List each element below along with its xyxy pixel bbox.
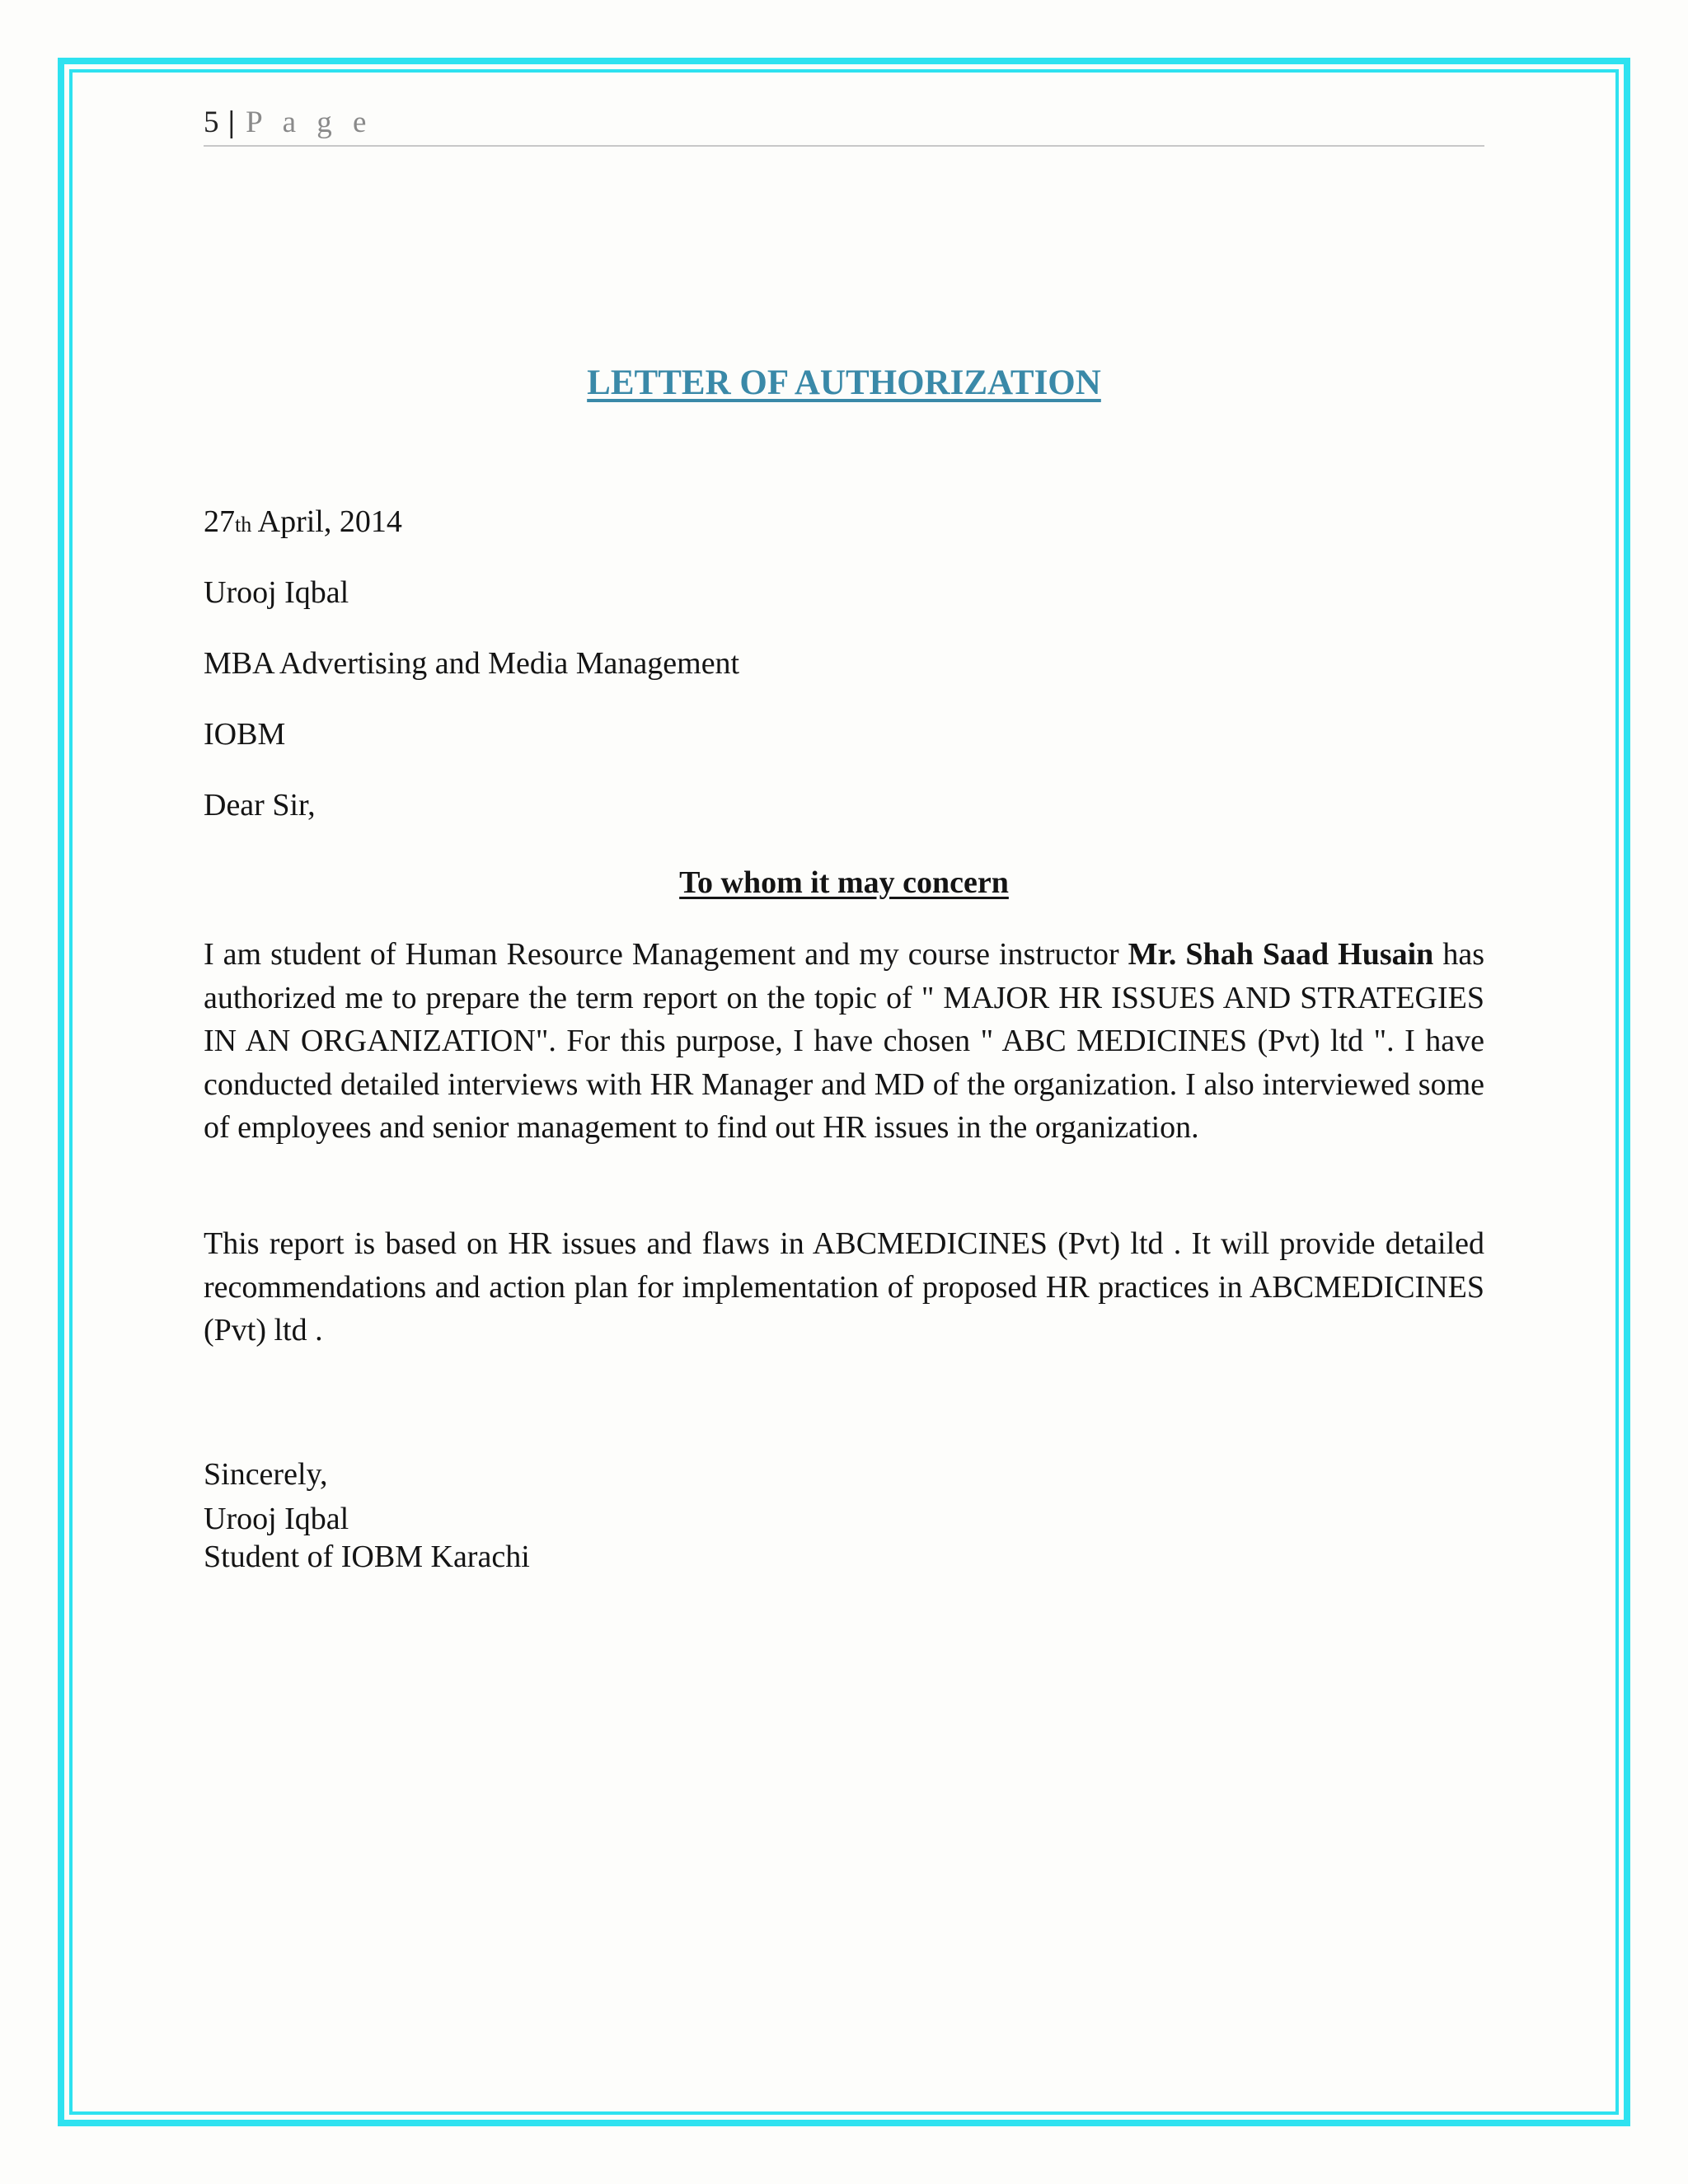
sender-name: Urooj Iqbal bbox=[204, 575, 349, 610]
date-day: 27 bbox=[204, 504, 235, 539]
paragraph-1-intro: I am student of Human Resource Management and my course instructor bbox=[204, 937, 1128, 972]
letter-date bbox=[204, 501, 402, 546]
letter-title: LETTER OF AUTHORIZATION bbox=[587, 363, 1101, 402]
subject-line: To whom it may concern bbox=[679, 865, 1009, 900]
page-number: 5 bbox=[204, 105, 219, 139]
page-separator: | bbox=[227, 105, 235, 139]
signer-name: Urooj Iqbal bbox=[204, 1502, 349, 1536]
paragraph-2: This report is based on HR issues and flaws in ABCMEDICINES (Pvt) ltd . It will provide detailed recommendations and action plan for implementation of proposed HR practices in ABCMEDICINES (Pvt) ltd . bbox=[204, 1226, 1484, 1347]
date-suffix: th bbox=[235, 513, 252, 537]
signer-role: Student of IOBM Karachi bbox=[204, 1540, 530, 1574]
instructor-name: Mr. Shah Saad Husain bbox=[1128, 937, 1434, 972]
salutation: Dear Sir, bbox=[204, 788, 316, 823]
date-rest: April, 2014 bbox=[251, 504, 402, 539]
page-header bbox=[204, 101, 1484, 147]
page-word: P a g e bbox=[246, 105, 373, 139]
paragraph-1 bbox=[204, 933, 1484, 1150]
sender-institute: IOBM bbox=[204, 717, 286, 752]
sender-program: MBA Advertising and Media Management bbox=[204, 646, 740, 681]
valediction: Sincerely, bbox=[204, 1457, 328, 1492]
paragraph-1-body: has authorized me to prepare the term report on the topic of " MAJOR HR ISSUES AND STRATEGIES IN AN ORGANIZATION". For this purpose, I have chosen " ABC MEDICINES (Pvt) ltd ". I have conducted detailed interviews with HR Manager and MD of the organization. I also interviewed some of employees and senior management to find out HR issues in the organization. bbox=[204, 937, 1485, 1145]
